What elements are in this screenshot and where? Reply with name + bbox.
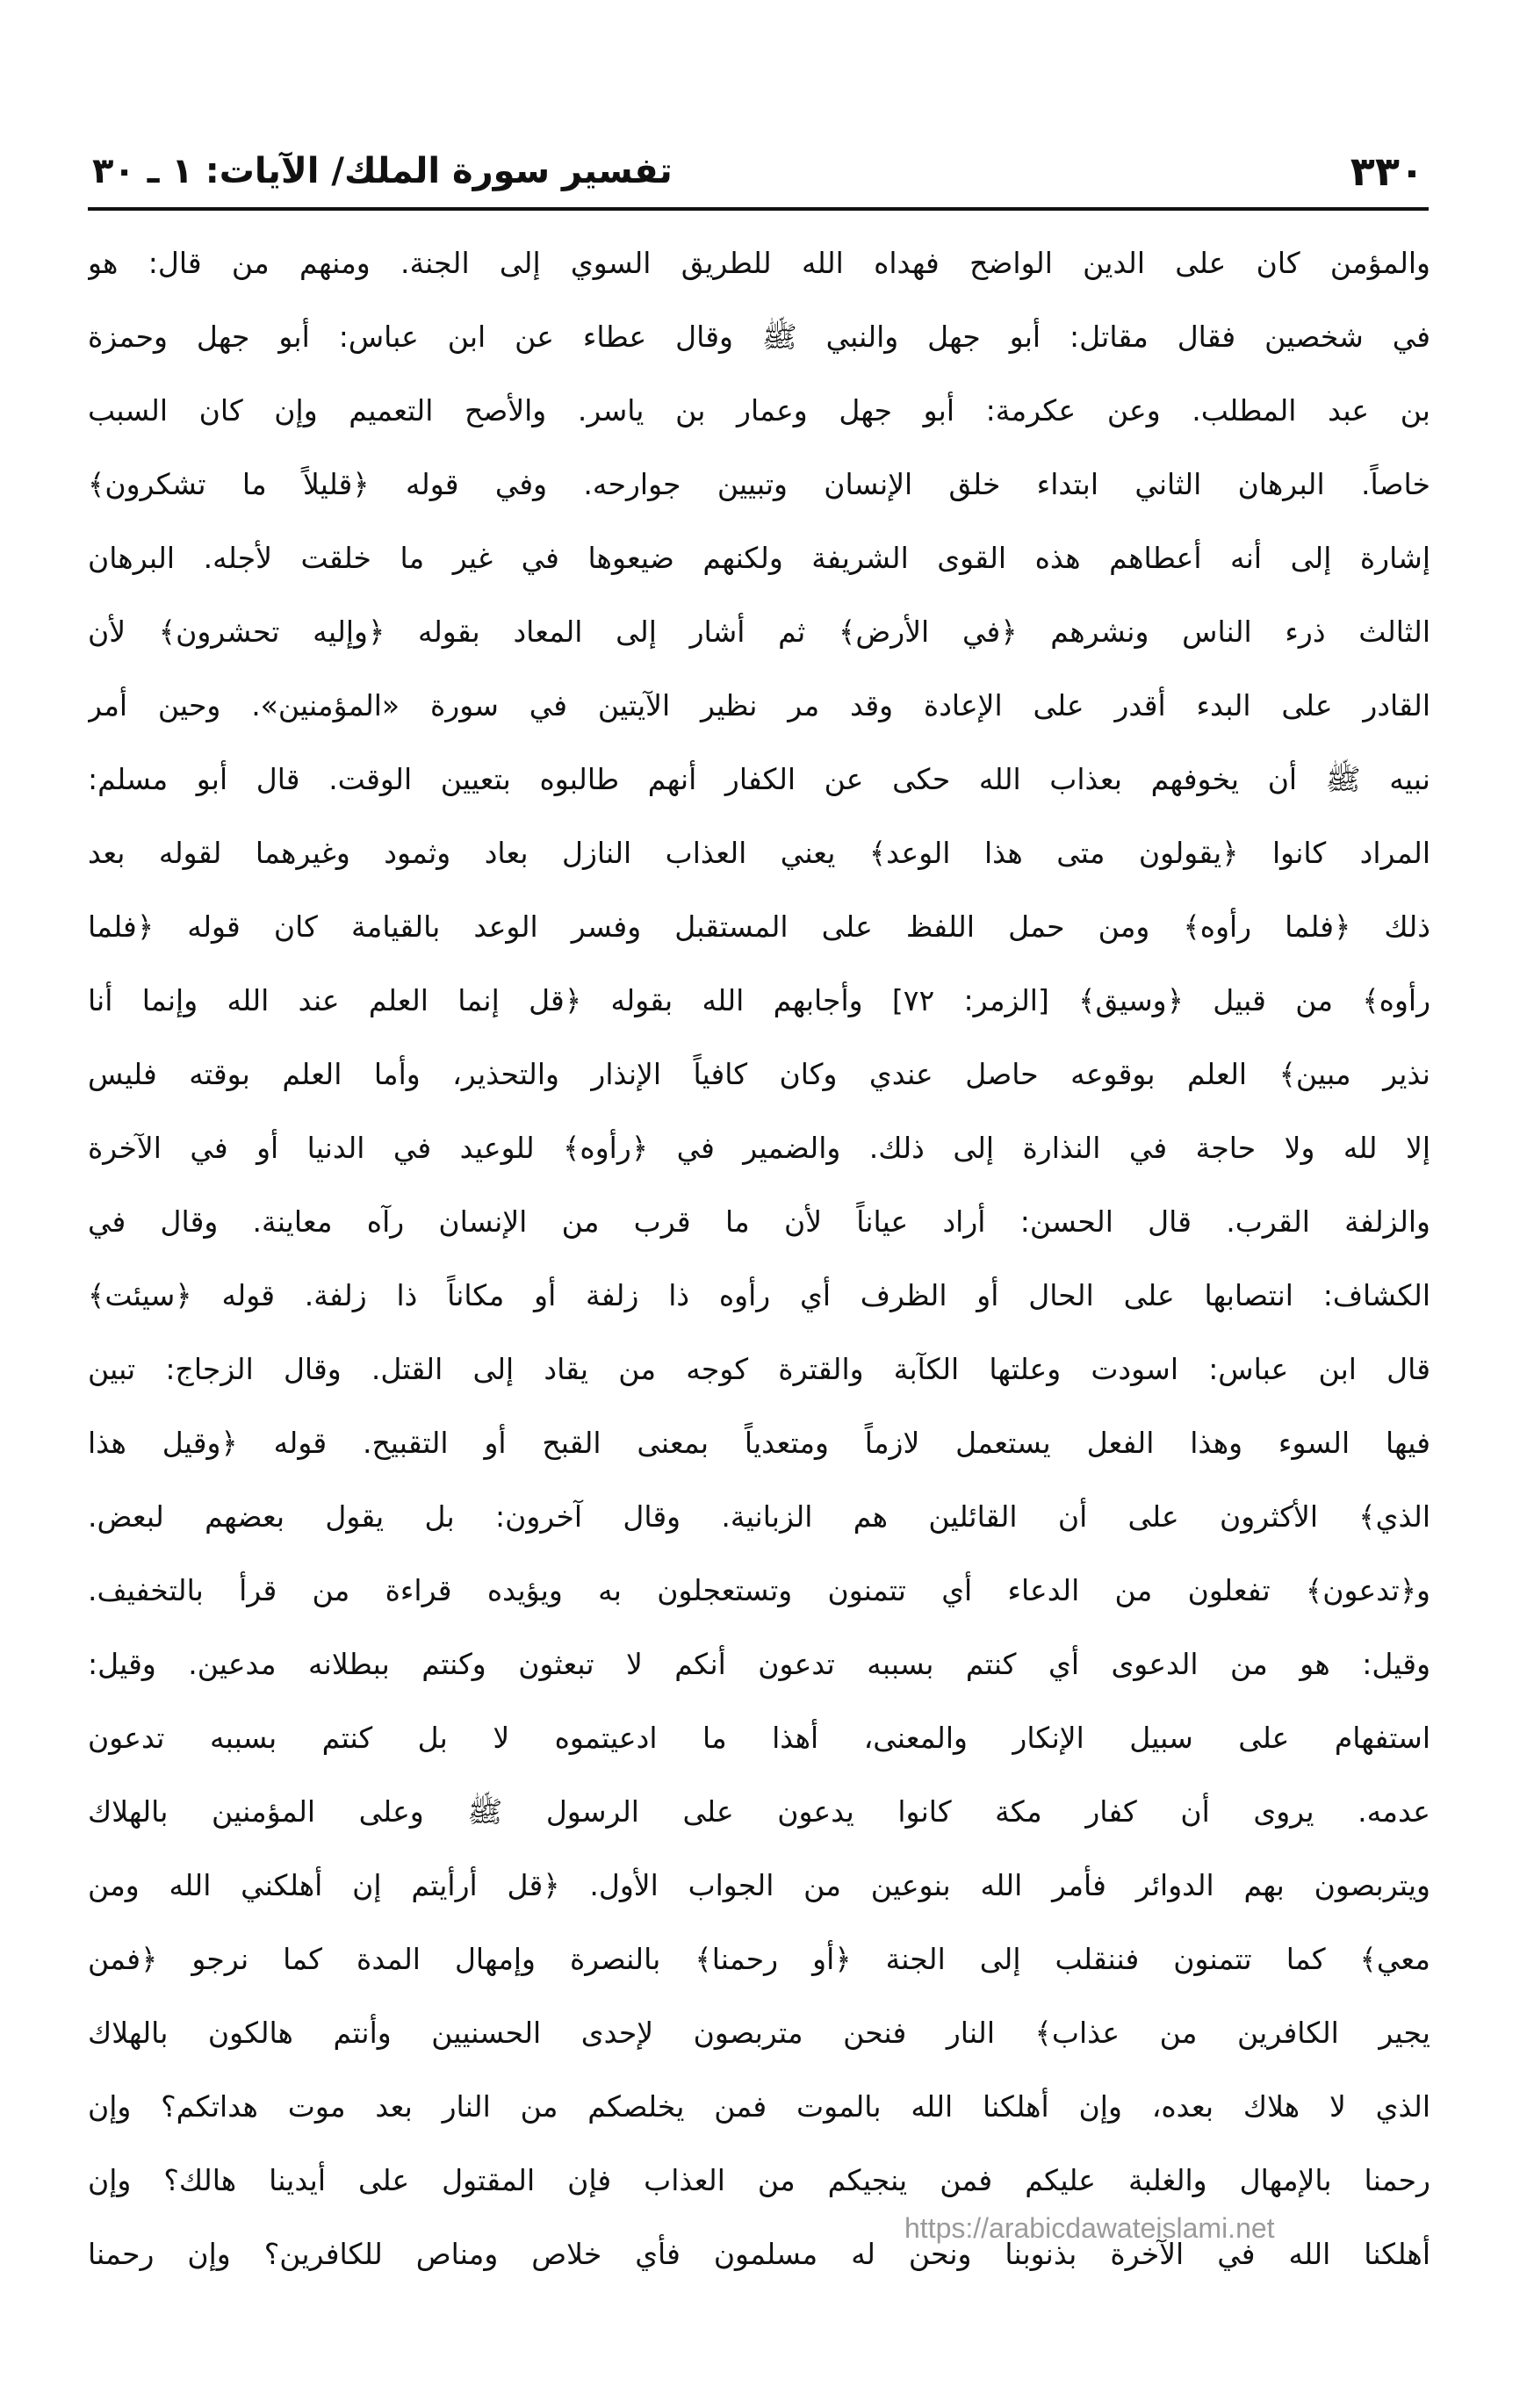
text-line: الذي﴾ الأكثرون على أن القائلين هم الزبانية. وقال آخرون: بل يقول بعضهم لبعض. — [88, 1499, 1430, 1534]
text-line: نذير مبين﴾ العلم بوقوعه حاصل عندي وكان كافياً الإنذار والتحذير، وأما العلم بوقته فليس — [88, 1057, 1430, 1091]
text-line: أهلكنا الله في الآخرة بذنوبنا ونحن له مسلمون فأي خلاص ومناص للكافرين؟ وإن رحمنا — [88, 2237, 1430, 2271]
page-number: ٣٣٠ — [1350, 147, 1424, 195]
text-line: استفهام على سبيل الإنكار والمعنى، أهذا ما ادعيتموه لا بل كنتم بسببه تدعون — [88, 1721, 1430, 1755]
text-line: يجير الكافرين من عذاب﴾ النار فنحن متربصون لإحدى الحسنيين وأنتم هالكون بالهلاك — [88, 2016, 1430, 2050]
text-line: فيها السوء وهذا الفعل يستعمل لازماً ومتعدياً بمعنى القبح أو التقبيح. قوله ﴿وقيل هذا — [88, 1426, 1430, 1460]
text-line: نبيه ﷺ أن يخوفهم بعذاب الله حكى عن الكفار أنهم طالبوه بتعيين الوقت. قال أبو مسلم: — [88, 762, 1430, 796]
text-line: ذلك ﴿فلما رأوه﴾ ومن حمل اللفظ على المستقبل وفسر الوعد بالقيامة كان قوله ﴿فلما — [88, 909, 1430, 944]
text-line: في شخصين فقال مقاتل: أبو جهل والنبي ﷺ وقال عطاء عن ابن عباس: أبو جهل وحمزة — [88, 320, 1430, 354]
watermark-url: https://arabicdawateislami.net — [904, 2212, 1275, 2244]
text-line: الكشاف: انتصابها على الحال أو الظرف أي رأوه ذا زلفة أو مكاناً ذا زلفة. قوله ﴿سيئت﴾ — [88, 1278, 1430, 1312]
header-divider — [88, 207, 1429, 211]
text-line: قال ابن عباس: اسودت وعلتها الكآبة والقترة كوجه من يقاد إلى القتل. وقال الزجاج: تبين — [88, 1352, 1430, 1386]
page-header — [92, 140, 1424, 202]
text-line: بن عبد المطلب. وعن عكرمة: أبو جهل وعمار بن ياسر. والأصح التعميم وإن كان السبب — [88, 393, 1430, 428]
text-line: الذي لا هلاك بعده، وإن أهلكنا الله بالموت فمن يخلصكم من النار بعد موت هداتكم؟ وإن — [88, 2089, 1430, 2124]
text-line: معي﴾ كما تتمنون فننقلب إلى الجنة ﴿أو رحمنا﴾ بالنصرة وإمهال المدة كما نرجو ﴿فمن — [88, 1942, 1430, 1976]
text-line: والمؤمن كان على الدين الواضح فهداه الله للطريق السوي إلى الجنة. ومنهم من قال: هو — [88, 246, 1430, 280]
text-line: رحمنا بالإمهال والغلبة عليكم فمن ينجيكم من العذاب فإن المقتول على أيدينا هالك؟ وإن — [88, 2163, 1430, 2197]
text-line: المراد كانوا ﴿يقولون متى هذا الوعد﴾ يعني العذاب النازل بعاد وثمود وغيرهما لقوله بعد — [88, 836, 1430, 870]
text-line: خاصاً. البرهان الثاني ابتداء خلق الإنسان وتبيين جوارحه. وفي قوله ﴿قليلاً ما تشكرون﴾ — [88, 467, 1430, 501]
text-line: ويتربصون بهم الدوائر فأمر الله بنوعين من الجواب الأول. ﴿قل أرأيتم إن أهلكني الله ومن — [88, 1868, 1430, 1902]
text-line: رأوه﴾ من قبيل ﴿وسيق﴾ [الزمر: ٧٢] وأجابهم الله بقوله ﴿قل إنما العلم عند الله وإنما أنا — [88, 983, 1430, 1017]
text-line: وقيل: هو من الدعوى أي كنتم بسببه تدعون أنكم لا تبعثون وكنتم ببطلانه مدعين. وقيل: — [88, 1647, 1430, 1681]
running-title: تفسير سورة الملك/ الآيات: ١ ـ ٣٠ — [92, 151, 673, 191]
text-line: والزلفة القرب. قال الحسن: أراد عياناً لأن ما قرب من الإنسان رآه معاينة. وقال في — [88, 1204, 1430, 1239]
body-text — [88, 226, 1430, 2291]
text-line: الثالث ذرء الناس ونشرهم ﴿في الأرض﴾ ثم أشار إلى المعاد بقوله ﴿وإليه تحشرون﴾ لأن — [88, 615, 1430, 649]
text-line: إلا لله ولا حاجة في النذارة إلى ذلك. والضمير في ﴿رأوه﴾ للوعيد في الدنيا أو في الآخرة — [88, 1131, 1430, 1165]
text-line: إشارة إلى أنه أعطاهم هذه القوى الشريفة ولكنهم ضيعوها في غير ما خلقت لأجله. البرهان — [88, 541, 1430, 575]
text-line: و﴿تدعون﴾ تفعلون من الدعاء أي تتمنون وتستعجلون به ويؤيده قراءة من قرأ بالتخفيف. — [88, 1573, 1430, 1607]
text-line: القادر على البدء أقدر على الإعادة وقد مر نظير الآيتين في سورة «المؤمنين». وحين أمر — [88, 688, 1430, 722]
text-line: عدمه. يروى أن كفار مكة كانوا يدعون على الرسول ﷺ وعلى المؤمنين بالهلاك — [88, 1794, 1430, 1829]
